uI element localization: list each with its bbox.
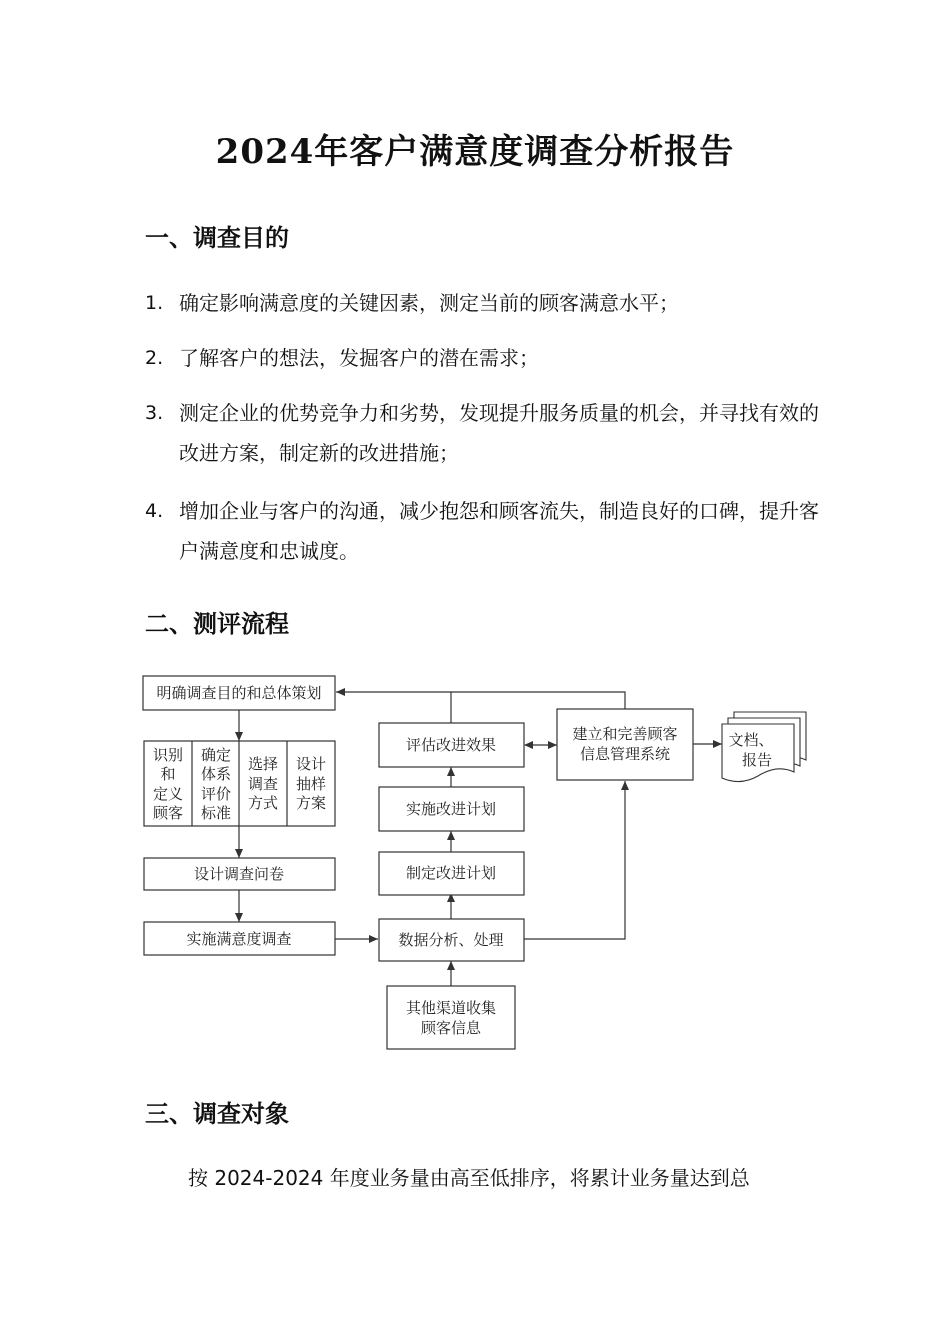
section-heading-objects: 三、调查对象 <box>145 1100 289 1128</box>
flow-other-line: 其他渠道收集 <box>405 999 497 1017</box>
flow-col3-line: 调查 <box>247 775 279 793</box>
flow-col2-line: 评价 <box>200 785 232 803</box>
flow-evaluate-label: 评估改进效果 <box>405 736 497 754</box>
flow-col2-line: 标准 <box>200 804 232 822</box>
flow-system-line: 建立和完善顾客 <box>572 725 678 743</box>
flow-implement-label: 实施改进计划 <box>405 800 497 818</box>
flow-col1-line: 和 <box>160 765 176 783</box>
section-heading-purpose: 一、调查目的 <box>145 224 289 252</box>
flow-analysis-label: 数据分析、处理 <box>398 931 504 949</box>
flow-docs-line: 文档、 <box>728 731 774 749</box>
flow-survey-label: 实施满意度调查 <box>186 930 292 948</box>
flow-col2-line: 体系 <box>200 765 232 783</box>
item-number: 1. <box>145 292 164 314</box>
flow-col2-line: 确定 <box>200 746 232 764</box>
item-text: 增加企业与客户的沟通，减少抱怨和顾客流失，制造良好的口碑，提升客户满意度和忠诚度。 <box>179 499 819 563</box>
item-text: 了解客户的想法，发掘客户的潜在需求； <box>179 346 539 370</box>
flow-plan-label: 明确调查目的和总体策划 <box>156 684 322 702</box>
item-number: 3. <box>145 402 164 424</box>
flow-docs-line: 报告 <box>741 751 773 769</box>
document-title: 2024年客户满意度调查分析报告 <box>215 132 735 172</box>
arrow-analysis-to-system <box>524 781 625 939</box>
item-text: 确定影响满意度的关键因素，测定当前的顾客满意水平； <box>179 291 679 315</box>
flow-col4-line: 抽样 <box>295 775 327 793</box>
flow-col3-line: 选择 <box>247 755 279 773</box>
section-heading-process: 二、测评流程 <box>145 610 289 638</box>
flow-planimprove-label: 制定改进计划 <box>405 864 497 882</box>
object-paragraph: 按 2024-2024 年度业务量由高至低排序，将累计业务量达到总 <box>188 1166 750 1190</box>
flow-col4-line: 方案 <box>295 794 327 812</box>
flow-col1-line: 定义 <box>152 785 184 803</box>
flow-other-line: 顾客信息 <box>420 1019 482 1037</box>
item-number: 4. <box>145 500 164 522</box>
arrow-system-to-plan <box>336 692 625 709</box>
flow-col1-line: 识别 <box>152 746 184 764</box>
flow-system-line: 信息管理系统 <box>579 745 671 763</box>
item-number: 2. <box>145 347 164 369</box>
item-text: 测定企业的优势竞争力和劣势，发现提升服务质量的机会，并寻找有效的改进方案，制定新的改进措施； <box>179 401 819 465</box>
flow-col1-line: 顾客 <box>152 804 184 822</box>
flow-questionnaire-label: 设计调查问卷 <box>193 865 285 883</box>
flow-col3-line: 方式 <box>247 794 279 812</box>
flow-col4-line: 设计 <box>295 755 327 773</box>
